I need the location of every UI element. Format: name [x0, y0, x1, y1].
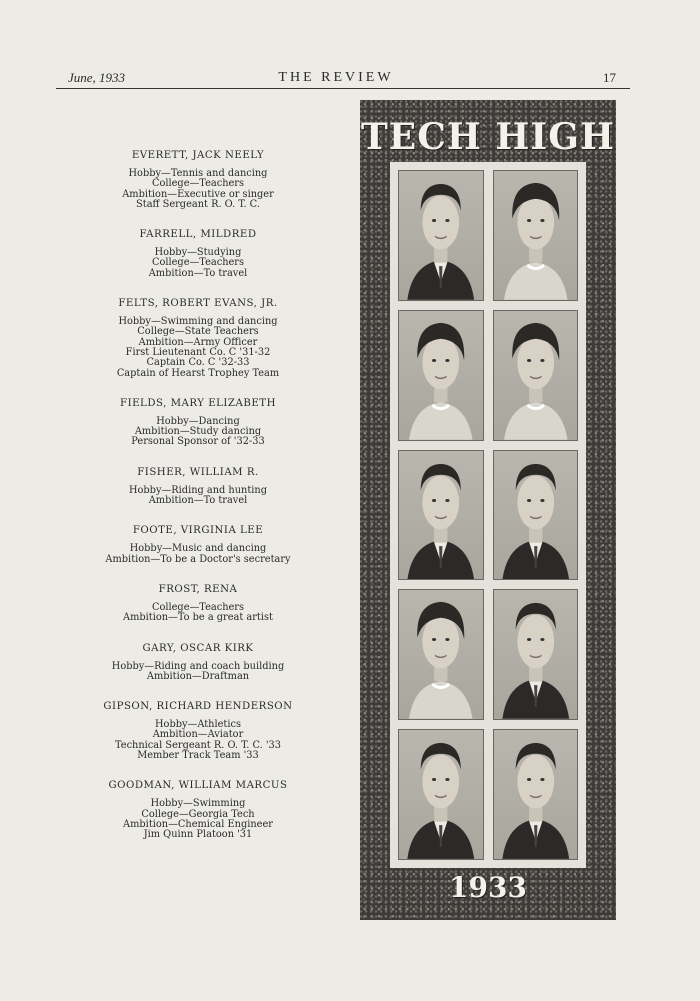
- senior-entry: [60, 584, 336, 624]
- student-portrait: [493, 729, 579, 860]
- student-portrait: [398, 450, 484, 581]
- student-name: FIELDS, MARY ELIZABETH: [120, 397, 276, 409]
- senior-entry: [60, 643, 336, 683]
- student-detail: Ambition—Study dancing: [134, 426, 262, 438]
- student-detail: College—Teachers: [151, 178, 245, 190]
- student-detail: Hobby—Swimming: [150, 798, 246, 810]
- student-detail: Hobby—Dancing: [156, 415, 240, 427]
- student-detail: Hobby—Swimming and dancing: [118, 316, 278, 328]
- student-detail: Captain Co. C '32-33: [146, 357, 250, 369]
- header-rule: [56, 88, 630, 89]
- issue-date: June, 1933: [68, 70, 126, 85]
- student-detail: Hobby—Riding and hunting: [128, 484, 268, 496]
- student-detail: Staff Sergeant R. O. T. C.: [136, 198, 260, 210]
- student-portrait: [493, 310, 579, 441]
- student-detail: Member Track Team '33: [137, 750, 259, 762]
- student-name: GIPSON, RICHARD HENDERSON: [103, 701, 293, 713]
- student-portrait: [398, 589, 484, 720]
- student-detail: Ambition—Executive or singer: [122, 188, 274, 200]
- student-detail: College—State Teachers: [137, 326, 259, 338]
- student-detail: Hobby—Riding and coach building: [111, 660, 285, 672]
- student-name: FROST, RENA: [158, 583, 238, 595]
- student-detail: Ambition—Draftman: [146, 670, 250, 682]
- student-portrait: [398, 729, 484, 860]
- student-detail: Ambition—Chemical Engineer: [123, 818, 273, 830]
- student-detail: Ambition—To travel: [148, 495, 248, 507]
- senior-entry: [60, 398, 336, 448]
- student-detail: Personal Sponsor of '32-33: [131, 436, 265, 448]
- panel-title: TECH HIGH: [360, 116, 616, 158]
- student-detail: Ambition—Aviator: [152, 729, 244, 741]
- student-name: FELTS, ROBERT EVANS, JR.: [118, 298, 278, 310]
- student-portrait: [493, 589, 579, 720]
- senior-entry: [60, 298, 336, 379]
- student-detail: College—Teachers: [151, 257, 245, 269]
- student-detail: Jim Quinn Platoon '31: [143, 829, 253, 841]
- student-portrait: [493, 170, 579, 301]
- student-name: FARRELL, MILDRED: [139, 229, 257, 241]
- student-portrait: [398, 170, 484, 301]
- student-detail: Hobby—Studying: [154, 247, 242, 259]
- student-detail: Hobby—Music and dancing: [129, 543, 267, 555]
- student-name: EVERETT, JACK NEELY: [131, 150, 265, 161]
- student-detail: College—Georgia Tech: [141, 808, 255, 820]
- page-number: 17: [603, 70, 616, 85]
- student-detail: Hobby—Tennis and dancing: [128, 168, 268, 179]
- student-detail: Ambition—To be a Doctor's secretary: [105, 553, 291, 565]
- student-detail: Ambition—To travel: [148, 267, 248, 279]
- senior-entry: [60, 780, 336, 840]
- senior-entries: [60, 150, 336, 860]
- senior-entry: [60, 229, 336, 279]
- photo-panel: [360, 100, 616, 920]
- student-detail: First Lieutenant Co. C '31-32: [125, 346, 271, 358]
- student-portrait: [493, 450, 579, 581]
- senior-entry: [60, 701, 336, 761]
- student-detail: Ambition—To be a great artist: [123, 612, 273, 624]
- senior-entry: [60, 525, 336, 565]
- student-name: FOOTE, VIRGINIA LEE: [132, 525, 264, 537]
- panel-year: 1933: [449, 871, 527, 904]
- student-name: GARY, OSCAR KIRK: [142, 642, 254, 654]
- student-detail: Technical Sergeant R. O. T. C. '33: [115, 739, 281, 751]
- student-detail: Hobby—Athletics: [155, 719, 241, 731]
- student-detail: Ambition—Army Officer: [138, 336, 258, 348]
- portrait-grid: [390, 162, 586, 868]
- student-portrait: [398, 310, 484, 441]
- page-header: [56, 70, 616, 88]
- student-detail: College—Teachers: [151, 601, 245, 613]
- student-name: GOODMAN, WILLIAM MARCUS: [108, 780, 288, 792]
- student-detail: Captain of Hearst Trophey Team: [116, 367, 280, 379]
- publication-title: THE REVIEW: [278, 70, 394, 85]
- senior-entry: [60, 467, 336, 507]
- senior-entry: [60, 150, 336, 210]
- student-name: FISHER, WILLIAM R.: [137, 466, 259, 478]
